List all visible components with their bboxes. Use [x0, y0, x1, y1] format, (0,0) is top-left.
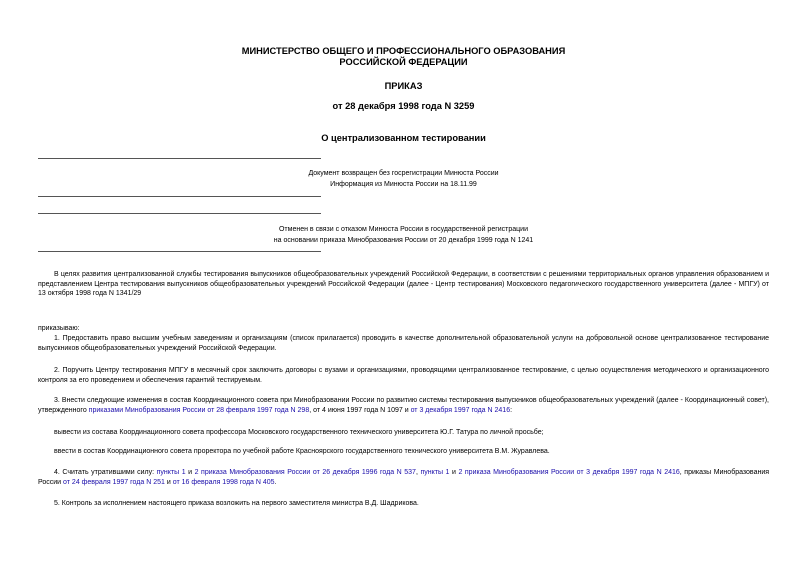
item-2-paragraph: 2. Поручить Центру тестирования МПГУ в месячный срок заключить договоры с вузами и организациями, проводящими централизованное тестирование, с целью осуществления методического и организационного контроля за его проведением и обеспечения гарантий тестируемым.	[38, 367, 769, 384]
item-3-text: , от 4 июня 1997 года N 1097 и	[309, 406, 411, 414]
order-2416-link[interactable]: от 3 декабря 1997 года N 2416	[410, 406, 511, 414]
divider	[38, 251, 321, 252]
divider	[38, 158, 321, 159]
item-3-paragraph	[38, 396, 769, 415]
order-298-link[interactable]: приказами Минобразования России от 28 февраля 1997 года N 298	[88, 406, 310, 414]
item-4-text: 4. Считать утратившими силу:	[54, 469, 157, 476]
doc-title: О централизованном тестировании	[321, 133, 486, 143]
item-3-text: :	[510, 406, 513, 414]
item-3-text: 3. Внести следующие изменения в состав Координационного совета при Минобразовании России по развитию системы тестирования выпускников общеобразовательных учреждений (далее - Координационный совет), утвержденного	[38, 397, 769, 414]
divider	[38, 213, 321, 214]
item-3-sub-1: вывести из состава Координационного совета профессора Московского государственного технического университета Ю.Г. Татура по личной просьбе;	[54, 429, 544, 436]
note-1-line-1: Документ возвращен без госрегистрации Минюста России	[308, 170, 499, 177]
item-4-text: ,	[415, 469, 421, 476]
order-537-link[interactable]: 2 приказа Минобразования России от 26 декабря 1996 года N 537	[194, 469, 416, 476]
item-4-paragraph	[38, 468, 769, 487]
item-4-text: .	[274, 478, 277, 486]
divider	[38, 196, 321, 197]
note-2-line-2: на основании приказа Минобразования России от 20 декабря 1999 года N 1241	[273, 237, 534, 244]
order-word: приказываю:	[38, 325, 80, 332]
item-1-link[interactable]: пункты 1	[156, 469, 186, 476]
doc-type: ПРИКАЗ	[384, 81, 423, 91]
item-4-text: и	[185, 469, 195, 476]
item-4-text: и	[449, 469, 459, 476]
note-1-line-2: Информация из Минюста России на 18.11.99	[330, 181, 477, 188]
ministry-line-1: МИНИСТЕРСТВО ОБЩЕГО И ПРОФЕССИОНАЛЬНОГО ОБРАЗОВАНИЯ	[241, 46, 566, 56]
item-5-paragraph: 5. Контроль за исполнением настоящего приказа возложить на первого заместителя министра В.Д. Шадрикова.	[54, 500, 419, 507]
item-1-paragraph: 1. Предоставить право высшим учебным заведениям и организациям (список прилагается) проводить в качестве дополнительной образовательной услуги на добровольной основе централизованное тестирование выпускников общеобразовательных учреждений Российской Федерации.	[38, 335, 769, 352]
item-3-sub-2: ввести в состав Координационного совета проректора по учебной работе Красноярского государственного технического университета В.М. Журавлева.	[54, 448, 550, 455]
ministry-line-2: РОССИЙСКОЙ ФЕДЕРАЦИИ	[339, 57, 468, 67]
order-2416-item-link[interactable]: 2 приказа Минобразования России от 3 декабря 1997 года N 2416	[458, 469, 680, 476]
note-2-line-1: Отменен в связи с отказом Минюста России в государственной регистрации	[278, 226, 528, 233]
item-1-link-2[interactable]: пункты 1	[420, 469, 450, 476]
doc-date: от 28 декабря 1998 года N 3259	[332, 101, 475, 111]
item-4-text: , приказы Минобразования России	[38, 469, 770, 486]
order-251-link[interactable]: от 24 февраля 1997 года N 251	[63, 478, 165, 486]
item-4-text: и	[164, 478, 173, 486]
order-405-link[interactable]: от 16 февраля 1998 года N 405	[172, 478, 275, 486]
preamble-paragraph: В целях развития централизованной службы тестирования выпускников общеобразовательных учреждений Российской Федерации, в соответствии с решениями территориальных органов управления образованием и представлением Центра тестирования выпускников общеобразовательных учреждений Российской Федерации (далее - Центр тестирования) Московского педагогического государственного университета (далее - МПГУ) от 13 октября 1998 года N 1341/29	[38, 271, 769, 298]
